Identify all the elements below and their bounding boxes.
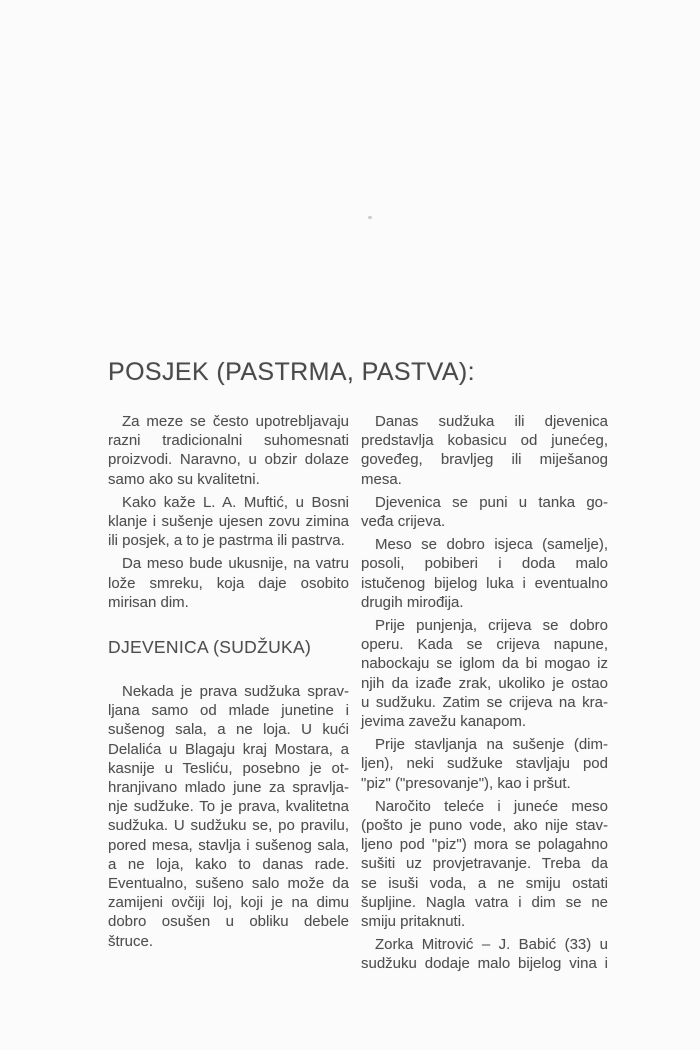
text-line: sušenog sala, a ne loja. U kući [108, 721, 349, 739]
paragraph [108, 682, 349, 951]
text-columns [108, 412, 608, 978]
text-line: Prije punjenja, crijeva se dobro [375, 617, 608, 635]
text-line: veđa crijeva. [361, 513, 446, 531]
page-title: POSJEK (PASTRMA, PASTVA): [108, 358, 476, 386]
left-column [108, 412, 349, 978]
text-line: smiju pritaknuti. [361, 913, 466, 931]
text-line: istučenog bijelog luka i eventualno [361, 574, 608, 592]
text-line: Za meze se često upotrebljavaju [122, 413, 349, 430]
text-line: ljana samo od mlade junetine i [108, 702, 349, 720]
paragraph [361, 493, 608, 531]
text-line: proizvodi. Naravno, u obzir dolaze [108, 451, 349, 469]
text-line: mirisan dim. [108, 593, 189, 611]
text-line: Delalića u Blagaju kraj Mostara, a [108, 740, 349, 758]
text-line: se isuši voda, a ne smiju ostati [361, 874, 608, 892]
text-line: štruce. [108, 932, 154, 950]
paragraph [108, 412, 349, 489]
text-line: ljeno pod "piz") mora se polagahno [361, 836, 608, 854]
text-line: Danas sudžuka ili djevenica [375, 413, 608, 430]
text-line: (pošto je puno vode, ako nije stav- [361, 817, 608, 835]
text-line: ili posjek, a to je pastrma ili pastrva. [108, 532, 345, 550]
paragraph [361, 935, 608, 973]
text-line: Prije stavljanja na sušenje (dim- [375, 736, 608, 754]
text-line: mesa. [361, 470, 402, 488]
text-line: goveđeg, bravljeg ili miješanog [361, 451, 608, 469]
text-line: u sudžuku. Zatim se crijeva na kra- [361, 693, 608, 711]
text-line: pored mesa, stavlja i sušenog sala, [108, 836, 349, 854]
paragraph [361, 412, 608, 489]
right-column [361, 412, 608, 978]
text-line: predstavlja kobasicu od junećeg, [361, 432, 608, 450]
text-line: Zorka Mitrović – J. Babić (33) u [375, 936, 608, 954]
text-line: njih da izađe zrak, ukoliko je ostao [361, 674, 608, 692]
text-line: ljen), neki sudžuke stavljaju pod [361, 755, 608, 773]
text-line: hranjivano mlado june za spravlja- [108, 779, 349, 797]
text-line: a ne loja, kako to danas rade. [108, 855, 349, 873]
text-line: Kako kaže L. A. Muftić, u Bosni [122, 493, 349, 511]
paragraph [108, 554, 349, 612]
text-line: Nekada je prava sudžuka sprav- [122, 683, 349, 701]
text-line: Djevenica se puni u tanka go- [375, 493, 608, 511]
text-line: Eventualno, sušeno salo može da [108, 875, 349, 893]
text-line: zamijeni ovčiji loj, koji je na dimu [108, 894, 349, 912]
text-line: klanje i sušenje ujesen zovu zimina [108, 513, 349, 531]
text-line: nje sudžuke. To je prava, kvalitetna [108, 798, 349, 816]
text-line: lože smreku, koja daje osobito [108, 574, 349, 592]
text-line: kasnije u Tesliću, posebno je ot- [108, 759, 349, 777]
text-line: samo ako su kvalitetni. [108, 470, 260, 488]
text-line: "piz" ("presovanje"), kao i pršut. [361, 774, 571, 792]
text-line: nabockaju se iglom da bi mogao iz [361, 655, 608, 673]
text-line: sušiti uz provjetravanje. Treba da [361, 855, 608, 873]
paragraph [361, 616, 608, 731]
text-line: razni tradicionalni suhomesnati [108, 432, 349, 450]
text-line: drugih mirođija. [361, 593, 464, 611]
scan-speck-artifact [368, 216, 372, 219]
paragraph [108, 493, 349, 551]
paragraph [361, 797, 608, 931]
paragraph [361, 535, 608, 612]
text-line: dobro osušen u obliku debele [108, 913, 349, 931]
section-heading: DJEVENICA (SUDŽUKA) [108, 637, 312, 658]
text-line: sudžuka. U sudžuku se, po pravilu, [108, 817, 349, 835]
paragraph [361, 735, 608, 793]
text-line: sudžuku dodaje malo bijelog vina i [361, 955, 608, 973]
text-line: Naročito teleće i juneće meso [375, 797, 608, 815]
text-line: operu. Kada se crijeva napune, [361, 636, 608, 654]
text-line: šupljine. Nagla vatra i dim se ne [361, 893, 608, 911]
text-line: Da meso bude ukusnije, na vatru [122, 555, 349, 573]
text-line: Meso se dobro isjeca (samelje), [375, 536, 608, 554]
text-line: jevima zavežu kanapom. [361, 713, 527, 731]
text-line: posoli, pobiberi i doda malo [361, 555, 608, 573]
